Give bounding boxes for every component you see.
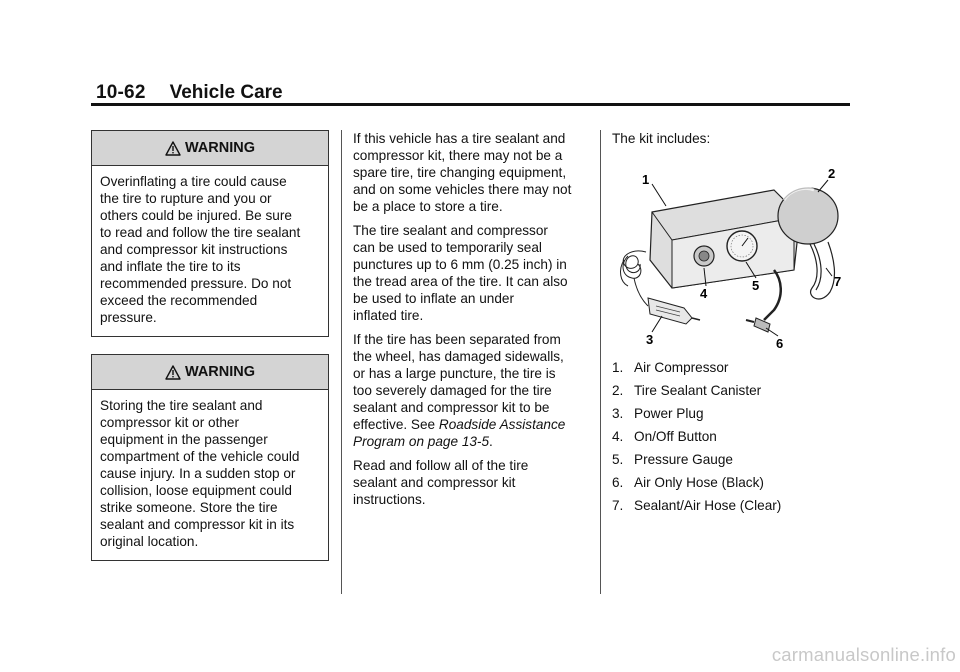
warning-box-overinflation: [91, 130, 329, 337]
list-item: [612, 428, 781, 451]
text-line: If this vehicle has a tire sealant and: [353, 131, 566, 146]
list-item: [612, 497, 781, 520]
warning-line: and compressor kit instructions: [100, 242, 288, 257]
warning-line: strike someone. Store the tire: [100, 500, 278, 515]
warning-line: compressor kit or other: [100, 415, 240, 430]
column-divider: [341, 130, 342, 594]
page-number: 10-62: [96, 82, 146, 103]
warning-line: original location.: [100, 534, 199, 549]
text-line: spare tire, tire changing equipment,: [353, 165, 567, 180]
warning-triangle-icon: [165, 365, 181, 380]
list-label: On/Off Button: [634, 429, 717, 444]
paragraph-kit-usage: [353, 222, 595, 324]
list-label: Power Plug: [634, 406, 704, 421]
text-line: inflated tire.: [353, 308, 424, 323]
warning-line: Overinflating a tire could cause: [100, 174, 287, 189]
list-item: [612, 474, 781, 497]
list-label: Sealant/Air Hose (Clear): [634, 498, 782, 513]
column-divider: [600, 130, 601, 594]
text-line: sealant and compressor kit: [353, 475, 516, 490]
punctuation: .: [489, 434, 493, 449]
text-line: The tire sealant and compressor: [353, 223, 548, 238]
text-line: sealant and compressor kit to be: [353, 400, 550, 415]
list-number: 3.: [612, 406, 624, 421]
list-number: 6.: [612, 475, 624, 490]
compressor-kit-illustration: [614, 160, 850, 350]
warning-line: collision, loose equipment could: [100, 483, 292, 498]
warning-line: to read and follow the tire sealant: [100, 225, 301, 240]
kit-contents-list: [612, 359, 781, 520]
warning-line: exceed the recommended: [100, 293, 258, 308]
paragraph-severe-damage: [353, 331, 595, 450]
text-line: Read and follow all of the tire: [353, 458, 529, 473]
header-rule: [91, 103, 850, 106]
warning-line: compartment of the vehicle could: [100, 449, 300, 464]
kit-intro: The kit includes:: [612, 131, 711, 146]
text-line: compressor kit, there may not be a: [353, 148, 563, 163]
power-plug: [648, 298, 700, 324]
list-number: 5.: [612, 452, 624, 467]
roadside-assistance-link[interactable]: Roadside Assistance: [438, 417, 566, 432]
right-column: [612, 130, 850, 154]
list-number: 2.: [612, 383, 624, 398]
warning-title: WARNING: [184, 140, 256, 156]
warning-line: recommended pressure. Do not: [100, 276, 292, 291]
list-number: 4.: [612, 429, 624, 444]
warning-line: and inflate the tire to its: [100, 259, 241, 274]
warning-header: [92, 131, 328, 166]
text-line: can be used to temporarily seal: [353, 240, 542, 255]
warning-line: sealant and compressor kit in its: [100, 517, 295, 532]
text-line: the tread area of the tire. It can also: [353, 274, 568, 289]
callout-7: 7: [834, 274, 842, 289]
sealant-air-hose: [810, 242, 834, 299]
warning-header: [92, 355, 328, 390]
list-item: [612, 405, 781, 428]
warning-line: others could be injured. Be sure: [100, 208, 292, 223]
list-number: 7.: [612, 498, 624, 513]
page-header: [96, 82, 283, 104]
list-number: 1.: [612, 360, 624, 375]
list-label: Air Only Hose (Black): [634, 475, 764, 490]
paragraph-instructions: [353, 457, 595, 508]
warning-line: equipment in the passenger: [100, 432, 268, 447]
middle-column: [353, 130, 595, 515]
callout-3: 3: [646, 332, 654, 347]
text-line: instructions.: [353, 492, 426, 507]
warning-triangle-icon: [165, 141, 181, 156]
pressure-gauge: [727, 231, 757, 261]
watermark: carmanualsonline.info: [771, 644, 956, 665]
callout-5: 5: [752, 278, 760, 293]
section-title: Vehicle Care: [169, 82, 283, 103]
warning-line: Storing the tire sealant and: [100, 398, 263, 413]
warning-line: pressure.: [100, 310, 157, 325]
text-line: be used to inflate an under: [353, 291, 514, 306]
warning-body: [92, 166, 328, 336]
text-line: effective. See: [353, 417, 436, 432]
text-line: or has a large puncture, the tire is: [353, 366, 556, 381]
paragraph-kit-availability: [353, 130, 595, 215]
on-off-button: [694, 246, 714, 266]
text-line: too severely damaged for the tire: [353, 383, 552, 398]
list-label: Pressure Gauge: [634, 452, 733, 467]
warning-body: [92, 390, 328, 560]
callout-1: 1: [642, 172, 650, 187]
callout-6: 6: [776, 336, 784, 350]
list-item: [612, 382, 781, 405]
power-cord: [621, 251, 648, 306]
roadside-assistance-page-ref[interactable]: Program on page 13-5: [353, 434, 490, 449]
list-label: Air Compressor: [634, 360, 729, 375]
sealant-canister: [778, 188, 838, 244]
list-item: [612, 451, 781, 474]
list-label: Tire Sealant Canister: [634, 383, 762, 398]
list-item: [612, 359, 781, 382]
callout-2: 2: [828, 166, 836, 181]
text-line: and on some vehicles there may not: [353, 182, 572, 197]
text-line: punctures up to 6 mm (0.25 inch) in: [353, 257, 567, 272]
text-line: be a place to store a tire.: [353, 199, 503, 214]
warning-title: WARNING: [184, 364, 256, 380]
warning-line: the tire to rupture and you or: [100, 191, 272, 206]
callout-4: 4: [700, 286, 708, 301]
text-line: If the tire has been separated from: [353, 332, 561, 347]
warning-box-storage: [91, 354, 329, 561]
text-line: the wheel, has damaged sidewalls,: [353, 349, 564, 364]
warning-line: cause injury. In a sudden stop or: [100, 466, 296, 481]
